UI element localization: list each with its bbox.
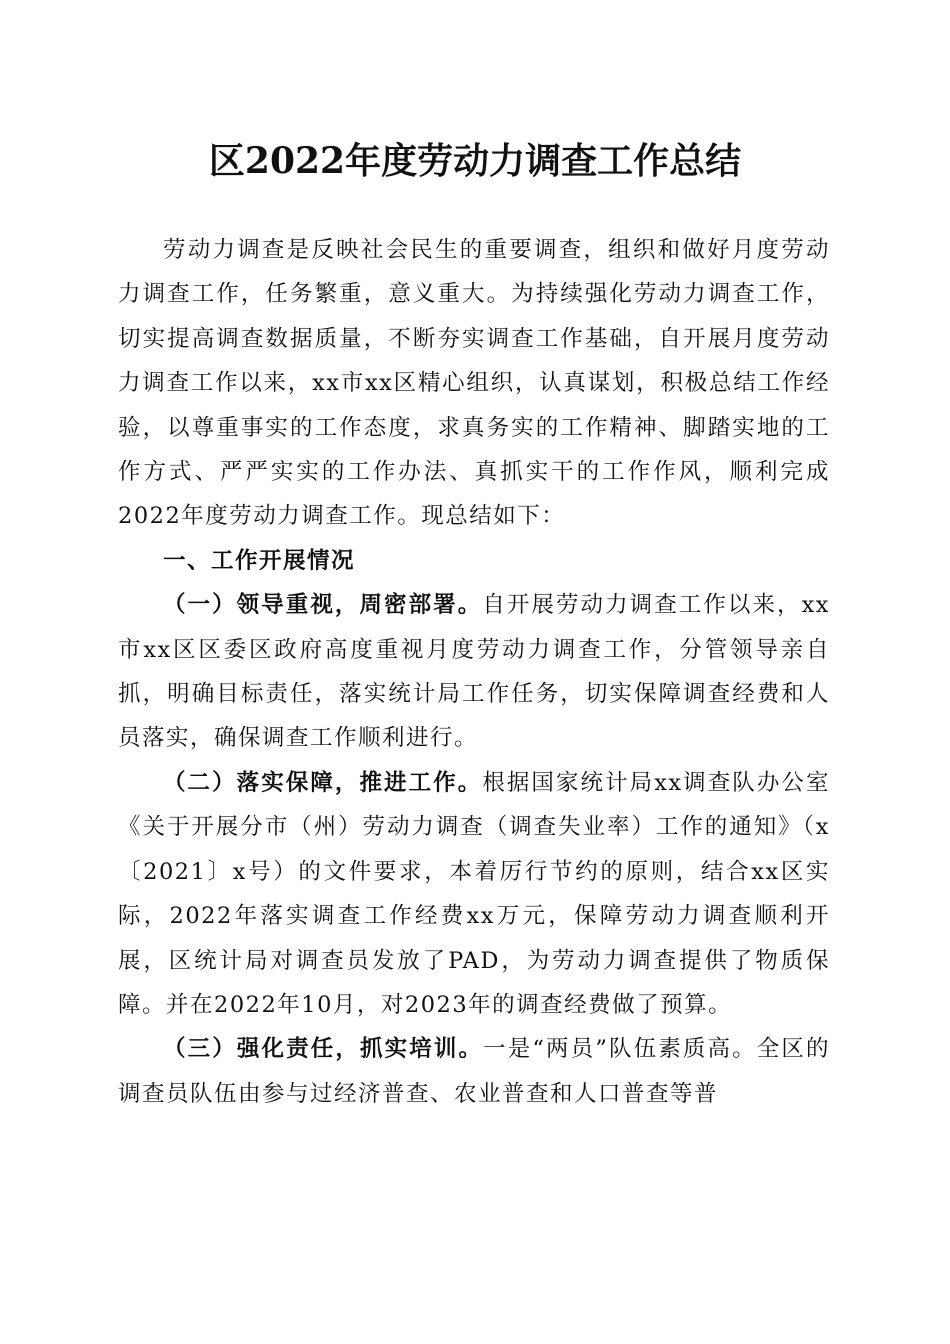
intro-paragraph: 劳动力调查是反映社会民生的重要调查，组织和做好月度劳动力调查工作，任务繁重，意义重大。为持续强化劳动力调查工作，切实提高调查数据质量，不断夯实调查工作基础，自开展月度劳动力调查工作以来，xx市xx区精心组织，认真谋划，积极总结工作经验，以尊重事实的工作态度，求真务实的工作精神、脚踏实地的工作方式、严严实实的工作办法、真抓实干的工作作风，顺利完成2022年度劳动力调查工作。现总结如下： [118,237,830,530]
item-lead-2: （二）落实保障，推进工作。 [163,769,483,796]
item-lead-1: （一）领导重视，周密部署。 [163,592,483,619]
item-lead-3: （三）强化责任，抓实培训。 [163,1036,484,1063]
item-text-3: 一是“两员”队伍素质高。全区的调查员队伍由参与过经济普查、农业普查和人口普查等普 [118,1036,830,1107]
item-text-1: 自开展劳动力调查工作以来，xx市xx区区委区政府高度重视月度劳动力调查工作，分管领导亲自抓，明确目标责任，落实统计局工作任务，切实保障调查经费和人员落实，确保调查工作顺利进行。 [118,592,830,752]
item-paragraph-2 [118,761,830,1027]
item-paragraph-3 [118,1027,830,1116]
document-body [118,228,830,1116]
section-heading: 一、工作开展情况 [163,547,356,574]
item-text-2: 根据国家统计局xx调查队办公室《关于开展分市（州）劳动力调查（调查失业率）工作的通知》（x〔2021〕x号）的文件要求，本着厉行节约的原则，结合xx区实际，2022年落实调查工作经费xx万元，保障劳动力调查顺利开展，区统计局对调查员发放了PAD，为劳动力调查提供了物质保障。并在2022年10月，对2023年的调查经费做了预算。 [118,769,830,1018]
item-paragraph-1 [118,583,830,761]
document-title: 区2022年度劳动力调查工作总结 [208,140,742,182]
